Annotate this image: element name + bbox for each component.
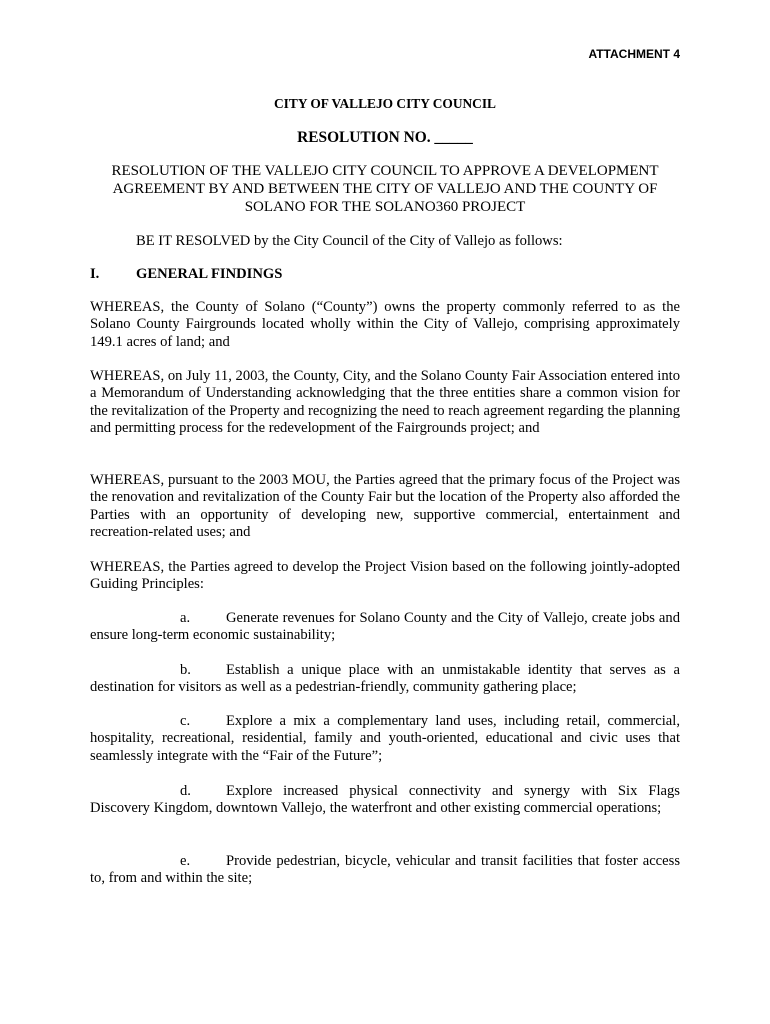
resolution-title-line: RESOLUTION OF THE VALLEJO CITY COUNCIL TO APPROVE A DEVELOPMENT (111, 163, 659, 179)
principle-text: Provide pedestrian, bicycle, vehicular and transit facilities that foster access to, from and within the site; (90, 853, 680, 887)
section-title: GENERAL FINDINGS (136, 266, 283, 282)
whereas-paragraph: WHEREAS, the County of Solano (“County”) owns the property commonly referred to as the Solano County Fairgrounds located wholly within the City of Vallejo, comprising approximately 149.1 acres of land; and (90, 299, 680, 350)
principle-item (90, 713, 680, 765)
section-heading (90, 266, 680, 283)
principle-text: Explore a mix a complementary land uses, including retail, commercial, hospitality, recreational, residential, family and youth-oriented, educational and civic uses that seamlessly integrate with the “Fair of the Future”; (90, 713, 680, 764)
whereas-paragraph: WHEREAS, pursuant to the 2003 MOU, the Parties agreed that the primary focus of the Project was the renovation and revitalization of the County Fair but the location of the Property also afforded the Parties with an opportunity of developing new, supportive commercial, entertainment and recreation-related uses; and (90, 472, 680, 541)
be-it-resolved: BE IT RESOLVED by the City Council of the City of Vallejo as follows: (136, 233, 563, 249)
principle-label: b. (180, 662, 191, 678)
resolution-number: RESOLUTION NO. _____ (297, 129, 473, 146)
resolution-title-line: SOLANO FOR THE SOLANO360 PROJECT (244, 199, 526, 215)
principle-item (90, 783, 680, 818)
attachment-label: ATTACHMENT 4 (588, 47, 680, 61)
whereas-paragraph: WHEREAS, on July 11, 2003, the County, City, and the Solano County Fair Association entered into a Memorandum of Understanding acknowledging that the three entities share a common vision for the revitalization of the Property and recognizing the need to reach agreement regarding the planning and permitting process for the redevelopment of the Fairgrounds project; and (90, 368, 680, 437)
principle-label: e. (180, 853, 191, 869)
principle-item (90, 853, 680, 888)
principle-label: c. (180, 713, 191, 729)
principle-text: Generate revenues for Solano County and the City of Vallejo, create jobs and ensure long-term economic sustainability; (90, 610, 680, 644)
principle-text: Establish a unique place with an unmistakable identity that serves as a destination for visitors as well as a pedestrian-friendly, community gathering place; (90, 662, 680, 696)
resolution-title (90, 162, 680, 216)
principle-label: a. (180, 610, 191, 626)
resolution-title-line: AGREEMENT BY AND BETWEEN THE CITY OF VALLEJO AND THE COUNTY OF (112, 181, 658, 197)
whereas-paragraph: WHEREAS, the Parties agreed to develop the Project Vision based on the following jointly-adopted Guiding Principles: (90, 559, 680, 593)
principle-text: Explore increased physical connectivity and synergy with Six Flags Discovery Kingdom, downtown Vallejo, the waterfront and other existing commercial operations; (90, 783, 680, 817)
principle-item (90, 610, 680, 645)
principle-label: d. (180, 783, 191, 799)
council-heading: CITY OF VALLEJO CITY COUNCIL (274, 96, 496, 111)
principle-item (90, 662, 680, 697)
section-number: I. (90, 266, 100, 282)
